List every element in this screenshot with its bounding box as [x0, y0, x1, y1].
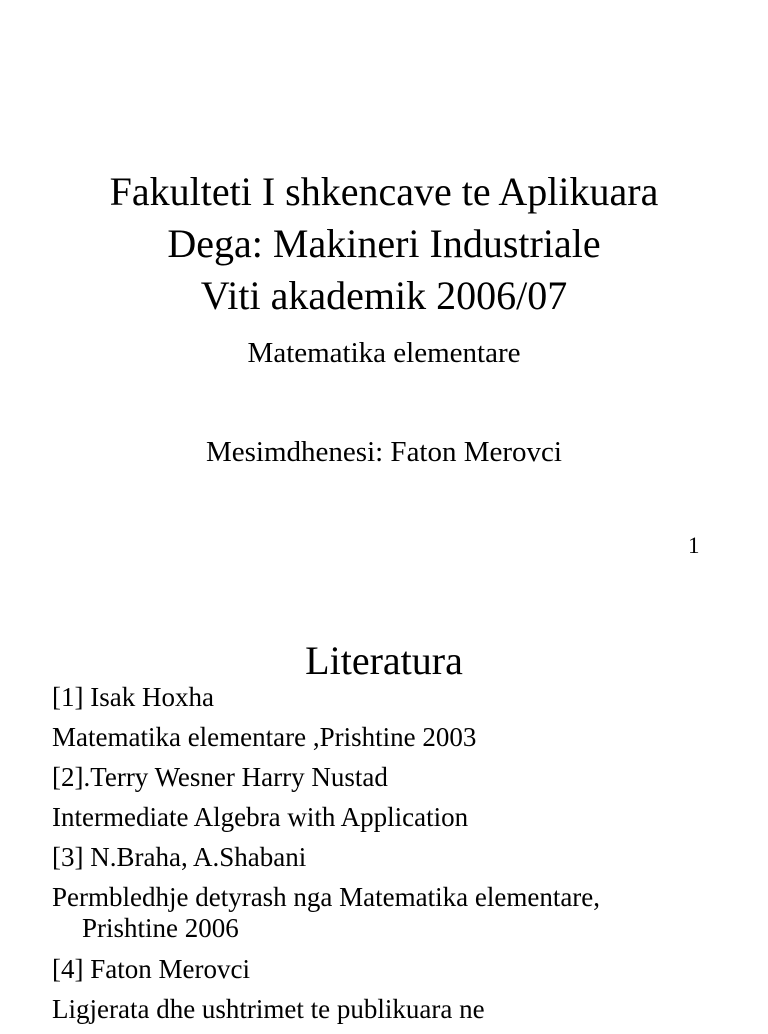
- reference-item: Intermediate Algebra with Application: [52, 802, 469, 832]
- reference-item: [3] N.Braha, A.Shabani: [52, 842, 307, 872]
- literature-title: Literatura: [305, 638, 463, 683]
- academic-year-line: Viti akademik 2006/07: [200, 273, 568, 318]
- faculty-line: Fakulteti I shkencave te Aplikuara: [109, 169, 659, 214]
- teacher-name: Mesimdhenesi: Faton Merovci: [205, 436, 562, 468]
- page-number: 1: [688, 533, 700, 558]
- reference-item: [4] Faton Merovci: [52, 954, 250, 984]
- reference-text: Permbledhje detyrash nga Matematika elementare,: [52, 882, 601, 912]
- reference-item: [1] Isak Hoxha: [52, 682, 214, 712]
- reference-item: [2].Terry Wesner Harry Nustad: [52, 762, 388, 792]
- reference-item: [52, 882, 752, 954]
- literature-slide: [0, 580, 768, 1024]
- reference-continuation: Prishtine 2006: [82, 913, 239, 943]
- course-subject: Matematika elementare: [247, 337, 521, 369]
- slide-title: [0, 166, 768, 322]
- reference-item: Matematika elementare ,Prishtine 2003: [52, 722, 477, 752]
- department-line: Dega: Makineri Industriale: [167, 221, 601, 266]
- reference-item: Ligjerata dhe ushtrimet te publikuara ne: [52, 994, 485, 1024]
- reference-list: [52, 682, 752, 1034]
